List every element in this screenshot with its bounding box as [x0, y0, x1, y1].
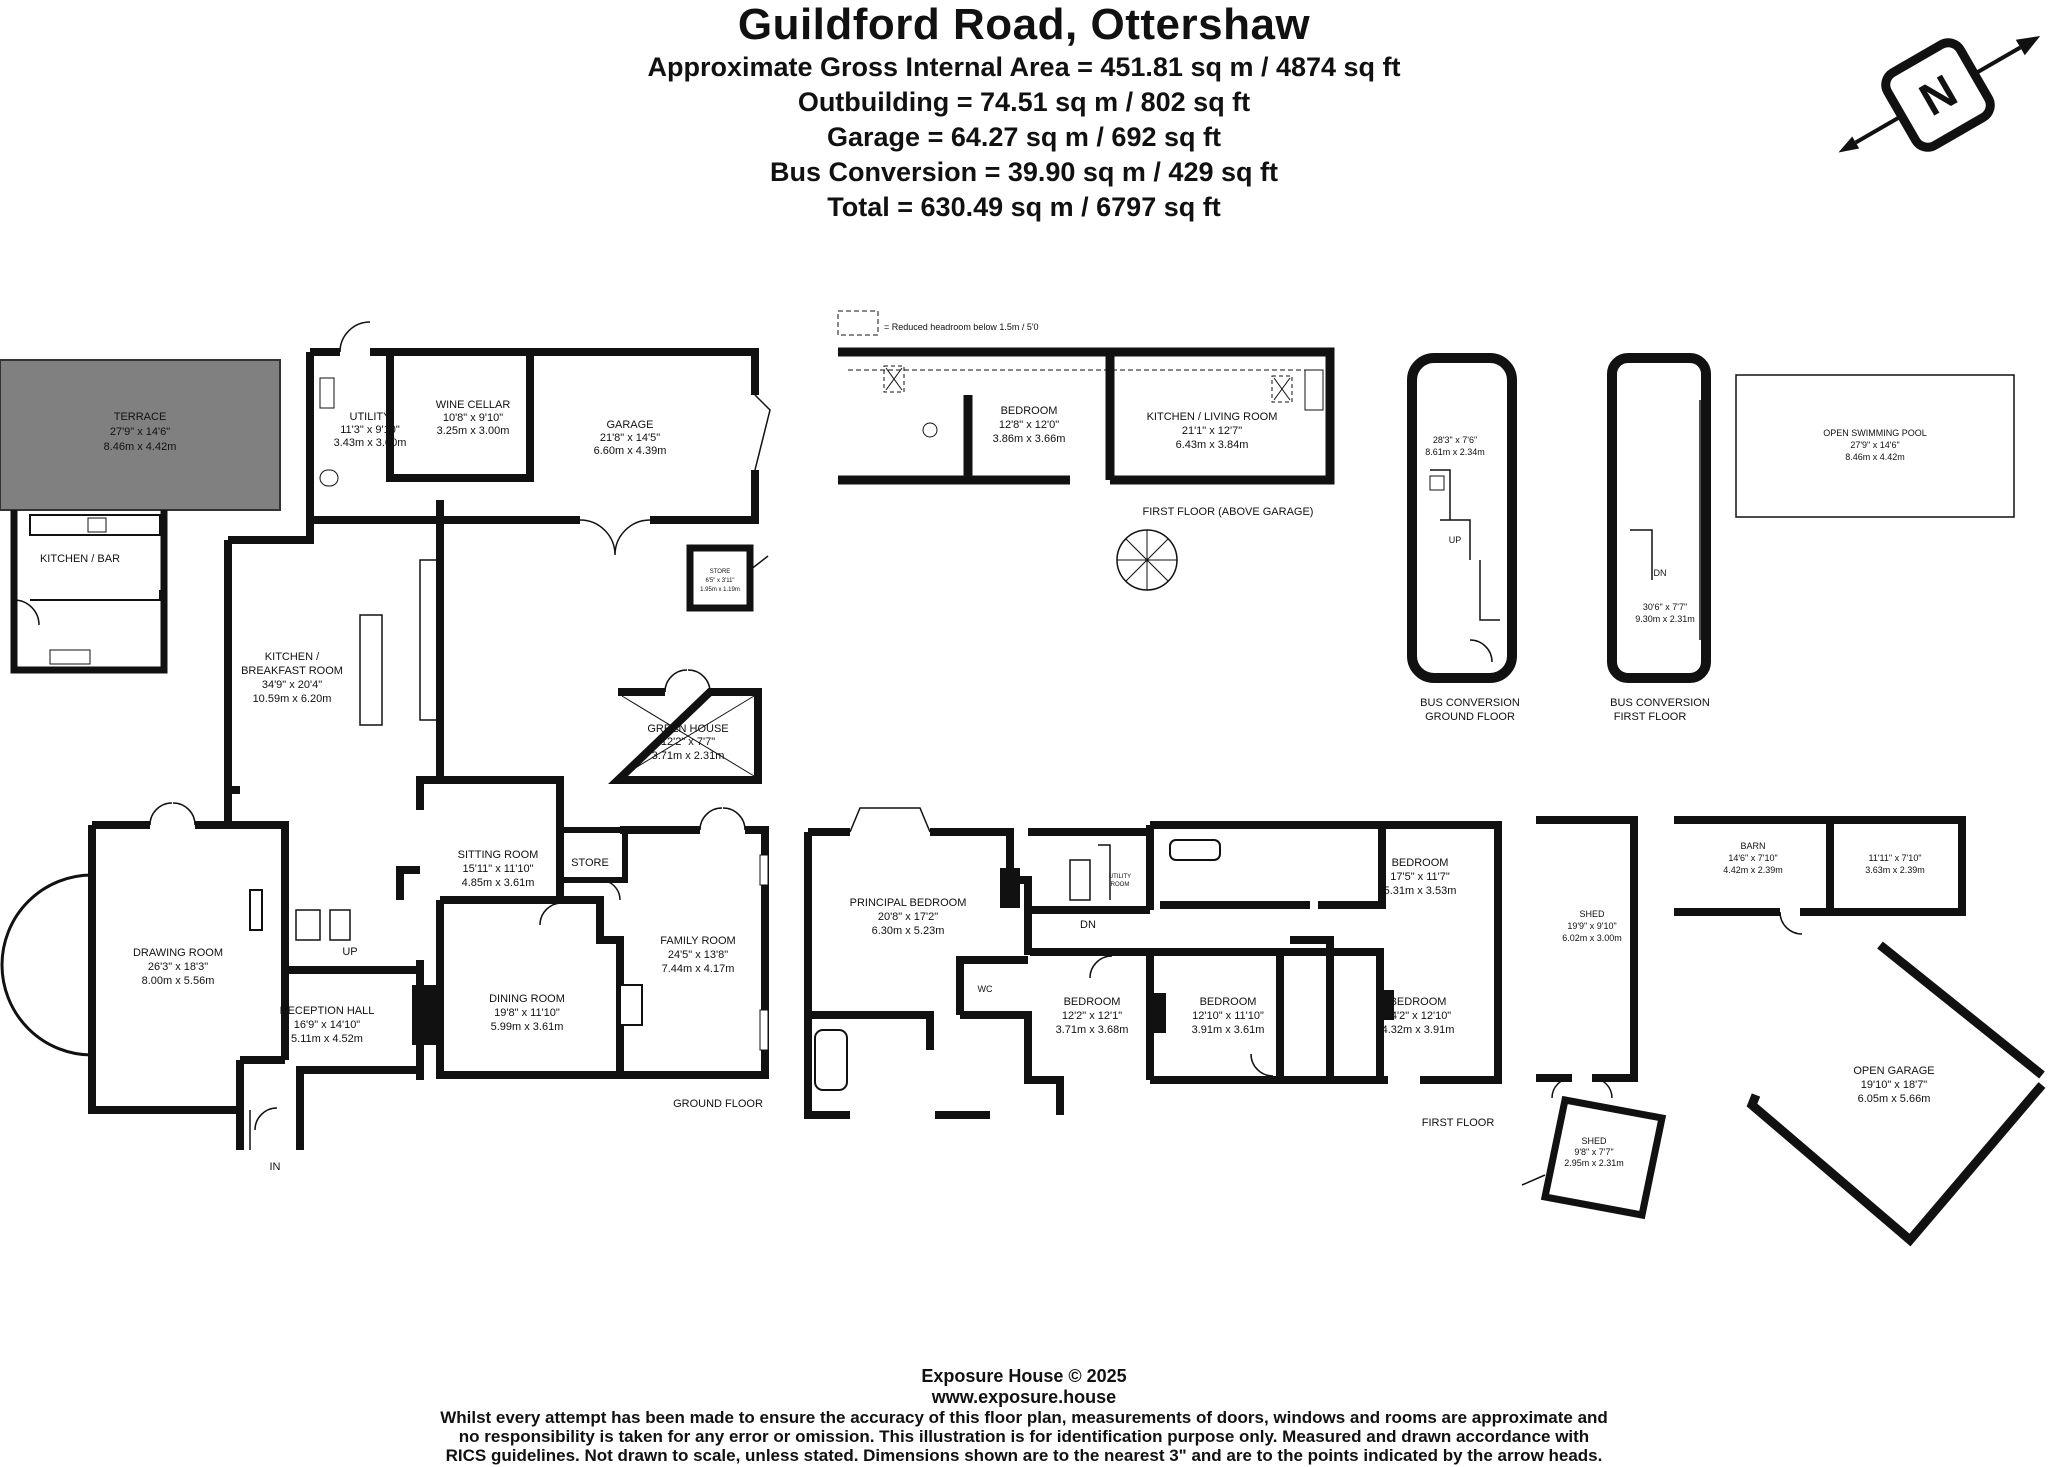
barn-met: 4.42m x 2.39m	[1723, 865, 1783, 875]
first-floor-plan	[808, 808, 1498, 1115]
kitchen-living-label: KITCHEN / LIVING ROOM	[1146, 411, 1278, 423]
bedroom-5-met: 4.32m x 3.91m	[1381, 1024, 1455, 1036]
ground-floor-label: GROUND FLOOR	[673, 1098, 763, 1110]
principal-bedroom-label: PRINCIPAL BEDROOM	[849, 897, 967, 909]
bedroom-2-imp: 17'5" x 11'7"	[1390, 871, 1450, 883]
principal-bedroom-met: 6.30m x 5.23m	[871, 925, 945, 937]
utility-label: UTILITY	[349, 411, 391, 423]
wine-cellar-label: WINE CELLAR	[435, 399, 511, 411]
bus-ground-imp: 28'3" x 7'6"	[1432, 435, 1478, 445]
shed-large-met: 6.02m x 3.00m	[1562, 933, 1622, 943]
bus-ground-label-2: GROUND FLOOR	[1425, 711, 1515, 723]
family-room-imp: 24'5" x 13'8"	[667, 949, 729, 961]
bus-area-line: Bus Conversion = 39.90 sq m / 429 sq ft	[770, 157, 1278, 187]
bedroom-4-met: 3.91m x 3.61m	[1191, 1024, 1265, 1036]
bus-first-label-1: BUS CONVERSION	[1610, 697, 1710, 709]
open-garage-met: 6.05m x 5.66m	[1857, 1093, 1931, 1105]
first-floor-label: FIRST FLOOR	[1421, 1117, 1495, 1129]
drawing-room-met: 8.00m x 5.56m	[141, 975, 215, 987]
bedroom-4-imp: 12'10" x 11'10"	[1192, 1010, 1264, 1022]
store-small-label: STORE	[709, 569, 731, 575]
terrace-met: 8.46m x 4.42m	[103, 441, 177, 453]
outbuildings-plan	[1522, 820, 2042, 1240]
footer-disclaimer-2: no responsibility is taken for any error or omission. This illustration is for identification purpose only. Measured and drawn accordance with	[458, 1427, 1590, 1446]
shed-large-label: SHED	[1579, 909, 1605, 919]
wine-cellar-met: 3.25m x 3.00m	[436, 425, 510, 437]
footer-disclaimer-1: Whilst every attempt has been made to ensure the accuracy of this floor plan, measurements of doors, windows and rooms are approximate and	[440, 1408, 1608, 1427]
kitchen-breakfast-met: 10.59m x 6.20m	[252, 693, 332, 705]
bus-first-label-2: FIRST FLOOR	[1613, 711, 1687, 723]
bedroom-3-met: 3.71m x 3.68m	[1055, 1024, 1129, 1036]
principal-bedroom-imp: 20'8" x 17'2"	[877, 911, 939, 923]
gross-area-line: Approximate Gross Internal Area = 451.81 sq m / 4874 sq ft	[647, 52, 1401, 82]
reception-hall-imp: 16'9" x 14'10"	[293, 1019, 361, 1031]
garage-met: 6.60m x 4.39m	[593, 445, 667, 457]
bedroom-2-label: BEDROOM	[1391, 857, 1449, 869]
bedroom-3-label: BEDROOM	[1063, 996, 1121, 1008]
total-area-line: Total = 630.49 sq m / 6797 sq ft	[827, 192, 1221, 222]
family-room-met: 7.44m x 4.17m	[661, 963, 735, 975]
garage-imp: 21'8" x 14'5"	[599, 432, 661, 444]
utility-room-label-2: ROOM	[1110, 882, 1130, 888]
wc-label: WC	[977, 984, 993, 994]
reception-hall-met: 5.11m x 4.52m	[291, 1033, 363, 1045]
bedroom-5-imp: 14'2" x 12'10"	[1384, 1010, 1452, 1022]
kitchen-living-imp: 21'1" x 12'7"	[1181, 425, 1243, 437]
terrace-imp: 27'9" x 14'6"	[109, 426, 171, 438]
dining-room-met: 5.99m x 3.61m	[490, 1021, 564, 1033]
green-house-imp: 12'2" x 7'7"	[660, 736, 716, 748]
footer-website[interactable]: www.exposure.house	[931, 1387, 1117, 1407]
bedroom-3-imp: 12'2" x 12'1"	[1061, 1010, 1123, 1022]
barn-store-imp: 11'11" x 7'10"	[1868, 853, 1922, 863]
shed-small-imp: 9'8" x 7'7"	[1574, 1147, 1614, 1157]
in-marker: IN	[269, 1161, 281, 1173]
pool-label: OPEN SWIMMING POOL	[1823, 428, 1927, 438]
north-arrow-icon	[1817, 0, 2048, 189]
store-small-met: 1.95m x 1.19m	[700, 587, 740, 593]
sitting-room-label: SITTING ROOM	[457, 849, 539, 861]
kitchen-breakfast-label-1: KITCHEN /	[264, 651, 320, 663]
garage-label: GARAGE	[606, 419, 654, 431]
dn-marker: DN	[1080, 919, 1096, 931]
bedroom-5-label: BEDROOM	[1389, 996, 1447, 1008]
sitting-room-imp: 15'11" x 11'10"	[462, 863, 534, 875]
bus-first-imp: 30'6" x 7'7"	[1642, 602, 1688, 612]
bus-ground-label-1: BUS CONVERSION	[1420, 697, 1520, 709]
green-house-label: GREEN HOUSE	[647, 723, 729, 735]
family-room-label: FAMILY ROOM	[660, 935, 736, 947]
utility-met: 3.43m x 3.00m	[333, 437, 407, 449]
drawing-room-label: DRAWING ROOM	[132, 947, 224, 959]
terrace-label: TERRACE	[113, 411, 167, 423]
kitchen-breakfast-label-2: BREAKFAST ROOM	[241, 665, 343, 677]
bus-ground-met: 8.61m x 2.34m	[1425, 447, 1485, 457]
reception-hall-label: RECEPTION HALL	[279, 1005, 375, 1017]
garage-area-line: Garage = 64.27 sq m / 692 sq ft	[827, 122, 1221, 152]
drawing-room-imp: 26'3" x 18'3"	[147, 961, 209, 973]
footer-disclaimer-3: RICS guidelines. Not drawn to scale, unless stated. Dimensions shown are to the nearest 3" and are to the points indicated by the arrow heads.	[445, 1446, 1603, 1465]
bus-conversion-plan	[1412, 358, 1706, 678]
wine-cellar-imp: 10'8" x 9'10"	[442, 412, 504, 424]
footer	[0, 1366, 2048, 1465]
kitchen-breakfast-imp: 34'9" x 20'4"	[261, 679, 323, 691]
bedroom-4-label: BEDROOM	[1199, 996, 1257, 1008]
shed-small-met: 2.95m x 2.31m	[1564, 1158, 1624, 1168]
green-house-met: 3.71m x 2.31m	[651, 750, 725, 762]
up-marker: UP	[342, 946, 358, 958]
legend-text: = Reduced headroom below 1.5m / 5'0	[884, 322, 1039, 332]
bus-dn-marker: DN	[1653, 568, 1667, 578]
store-label: STORE	[571, 857, 609, 869]
barn-imp: 14'6" x 7'10"	[1728, 853, 1778, 863]
first-floor-garage-label: FIRST FLOOR (ABOVE GARAGE)	[1142, 506, 1314, 518]
bedroom-garage-imp: 12'8" x 12'0"	[998, 419, 1060, 431]
bus-first-met: 9.30m x 2.31m	[1635, 614, 1695, 624]
bedroom-garage-label: BEDROOM	[1000, 405, 1058, 417]
store-small-imp: 6'5" x 3'11"	[705, 578, 735, 584]
utility-room-label-1: UTILITY	[1108, 874, 1132, 880]
barn-label: BARN	[1740, 841, 1766, 851]
pool-met: 8.46m x 4.42m	[1845, 452, 1905, 462]
utility-imp: 11'3" x 9'10"	[340, 424, 400, 436]
shed-small-label: SHED	[1581, 1136, 1607, 1146]
reduced-headroom-swatch	[838, 311, 878, 335]
compass-letter: N	[1910, 64, 1966, 126]
shed-large-imp: 19'9" x 9'10"	[1567, 921, 1617, 931]
bedroom-garage-met: 3.86m x 3.66m	[992, 433, 1066, 445]
dining-room-label: DINING ROOM	[489, 993, 565, 1005]
pool-imp: 27'9" x 14'6"	[1850, 440, 1900, 450]
page-title: Guildford Road, Ottershaw	[737, 0, 1311, 49]
barn-store-met: 3.63m x 2.39m	[1865, 865, 1925, 875]
open-garage-label: OPEN GARAGE	[1853, 1065, 1935, 1077]
bedroom-2-met: 5.31m x 3.53m	[1383, 885, 1457, 897]
sitting-room-met: 4.85m x 3.61m	[461, 877, 535, 889]
footer-company: Exposure House © 2025	[921, 1366, 1127, 1386]
first-floor-above-garage-plan	[838, 352, 1330, 590]
kitchen-living-met: 6.43m x 3.84m	[1175, 439, 1249, 451]
kitchen-bar-label: KITCHEN / BAR	[39, 553, 121, 565]
dining-room-imp: 19'8" x 11'10"	[494, 1007, 560, 1019]
outbuilding-area-line: Outbuilding = 74.51 sq m / 802 sq ft	[797, 87, 1251, 117]
open-garage-imp: 19'10" x 18'7"	[1860, 1079, 1928, 1091]
bus-up-marker: UP	[1448, 535, 1462, 545]
